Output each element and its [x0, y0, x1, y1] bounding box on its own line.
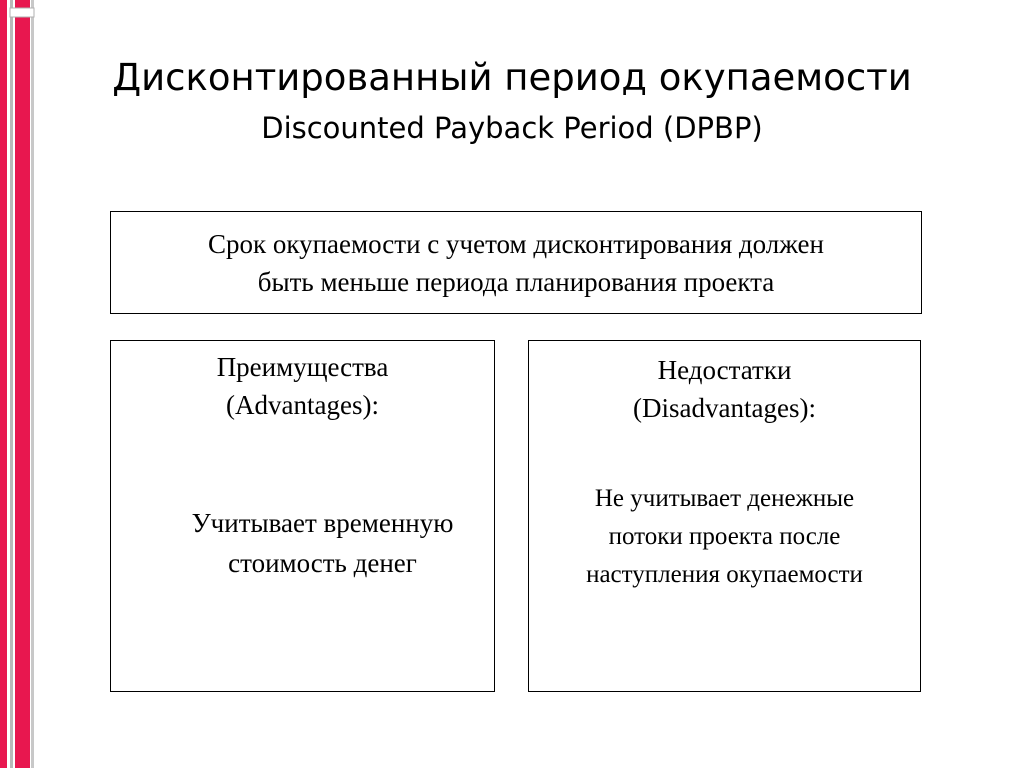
advantages-line: стоимость денег	[228, 548, 417, 578]
rule-text	[194, 225, 838, 301]
disadvantages-text	[529, 480, 920, 594]
disadvantages-line: Не учитывает денежные	[594, 485, 855, 512]
rule-box	[110, 211, 922, 314]
disadvantages-box	[528, 340, 921, 692]
advantages-heading-en: (Advantages):	[226, 390, 379, 420]
advantages-heading	[111, 348, 494, 424]
slide-title-block	[0, 52, 1024, 152]
advantages-line: Учитывает временную	[191, 508, 454, 538]
disadvantages-line: потоки проекта после	[608, 523, 841, 550]
slide-title: Дисконтированный период окупаемости	[112, 56, 912, 99]
advantages-text	[131, 503, 514, 583]
rule-line: быть меньше периода планирования проекта	[257, 266, 775, 297]
disadvantages-line: наступления окупаемости	[586, 561, 863, 588]
advantages-box	[110, 340, 495, 692]
slide-subtitle: Discounted Payback Period (DPBP)	[261, 111, 763, 145]
disadvantages-heading-en: (Disadvantages):	[633, 393, 816, 423]
advantages-heading-ru: Преимущества	[216, 352, 389, 382]
rule-line: Срок окупаемости с учетом дисконтирования должен	[208, 228, 824, 259]
disadvantages-heading	[529, 351, 920, 427]
disadvantages-heading-ru: Недостатки	[657, 355, 792, 385]
